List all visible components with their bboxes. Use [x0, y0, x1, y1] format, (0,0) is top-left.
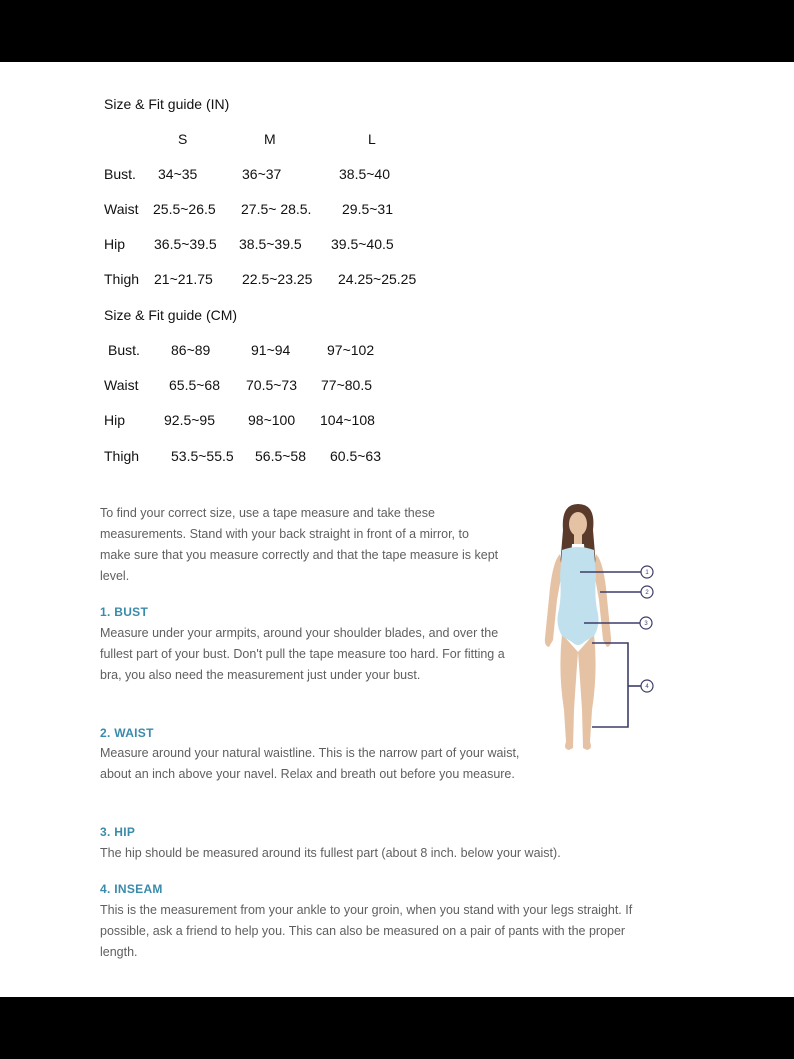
body-measurement-figure [536, 502, 666, 752]
swimsuit-shape [558, 547, 599, 645]
neck-shape [574, 534, 582, 544]
right-leg [578, 634, 596, 750]
cm-cell: 98~100 [248, 412, 296, 428]
in-cell: 29.5~31 [342, 201, 393, 217]
in-cell: 25.5~26.5 [153, 201, 216, 217]
inseam-text: This is the measurement from your ankle to your groin, when you stand with your legs straight. If possible, ask a friend to help you. This can also be measured on a pair of pants with the proper length. [100, 903, 633, 959]
in-size-m: M [264, 131, 276, 147]
in-row-label: Thigh [104, 271, 140, 287]
in-cell: 36~37 [242, 166, 282, 182]
bust-text: Measure under your armpits, around your shoulder blades, and over the fullest part of your bust. Don't pull the tape measure too hard. For fitting a bra, you also need the measurement just under your bust. [100, 626, 505, 682]
in-cell: 39.5~40.5 [331, 236, 394, 252]
cm-cell: 65.5~68 [169, 377, 220, 393]
right-arm [594, 554, 611, 647]
cm-cell: 97~102 [327, 342, 375, 358]
bust-heading: 1. BUST [100, 605, 149, 619]
head-shape [569, 512, 587, 536]
cm-cell: 77~80.5 [321, 377, 372, 393]
inseam-heading: 4. INSEAM [100, 882, 163, 896]
in-row-label: Waist [104, 201, 139, 217]
cm-cell: 92.5~95 [164, 412, 215, 428]
cm-row-label: Bust. [108, 342, 140, 358]
in-table-title: Size & Fit guide (IN) [104, 96, 230, 112]
waist-text: Measure around your natural waistline. This is the narrow part of your waist, about an inch above your navel. Relax and breath out before you measure. [100, 746, 520, 781]
marker-circles [640, 566, 653, 692]
cm-cell: 60.5~63 [330, 448, 381, 464]
in-cell: 22.5~23.25 [242, 271, 313, 287]
in-size-s: S [178, 131, 188, 147]
in-cell: 38.5~39.5 [239, 236, 302, 252]
cm-row-label: Thigh [104, 448, 140, 464]
marker-label-1: 1 [645, 570, 649, 576]
cm-cell: 86~89 [171, 342, 211, 358]
marker-label-2: 2 [645, 590, 649, 596]
waist-heading: 2. WAIST [100, 726, 154, 740]
left-leg [560, 634, 578, 750]
in-row-label: Hip [104, 236, 126, 252]
in-cell: 21~21.75 [154, 271, 213, 287]
hip-heading: 3. HIP [100, 825, 136, 839]
in-row-label: Bust. [104, 166, 136, 182]
in-cell: 34~35 [158, 166, 198, 182]
cm-cell: 70.5~73 [246, 377, 297, 393]
hip-text: The hip should be measured around its fullest part (about 8 inch. below your waist). [100, 846, 561, 860]
in-cell: 24.25~25.25 [338, 271, 417, 287]
left-arm [545, 554, 562, 647]
in-cell: 38.5~40 [339, 166, 390, 182]
cm-cell: 91~94 [251, 342, 291, 358]
cm-table-title: Size & Fit guide (CM) [104, 307, 238, 323]
cm-cell: 53.5~55.5 [171, 448, 234, 464]
cm-cell: 104~108 [320, 412, 375, 428]
cm-cell: 56.5~58 [255, 448, 306, 464]
marker-label-3: 3 [644, 621, 648, 627]
cm-row-label: Waist [104, 377, 139, 393]
cm-row-label: Hip [104, 412, 126, 428]
measurement-guide [0, 62, 794, 997]
in-cell: 27.5~ 28.5. [241, 201, 312, 217]
in-cell: 36.5~39.5 [154, 236, 217, 252]
guide-intro: To find your correct size, use a tape measure and take these measurements. Stand with your back straight in front of a mirror, to make sure that you measure correctly and that the tape measure is kept level. [100, 506, 499, 583]
in-size-l: L [368, 131, 376, 147]
size-guide-page [0, 62, 794, 997]
marker-label-4: 4 [645, 684, 649, 690]
